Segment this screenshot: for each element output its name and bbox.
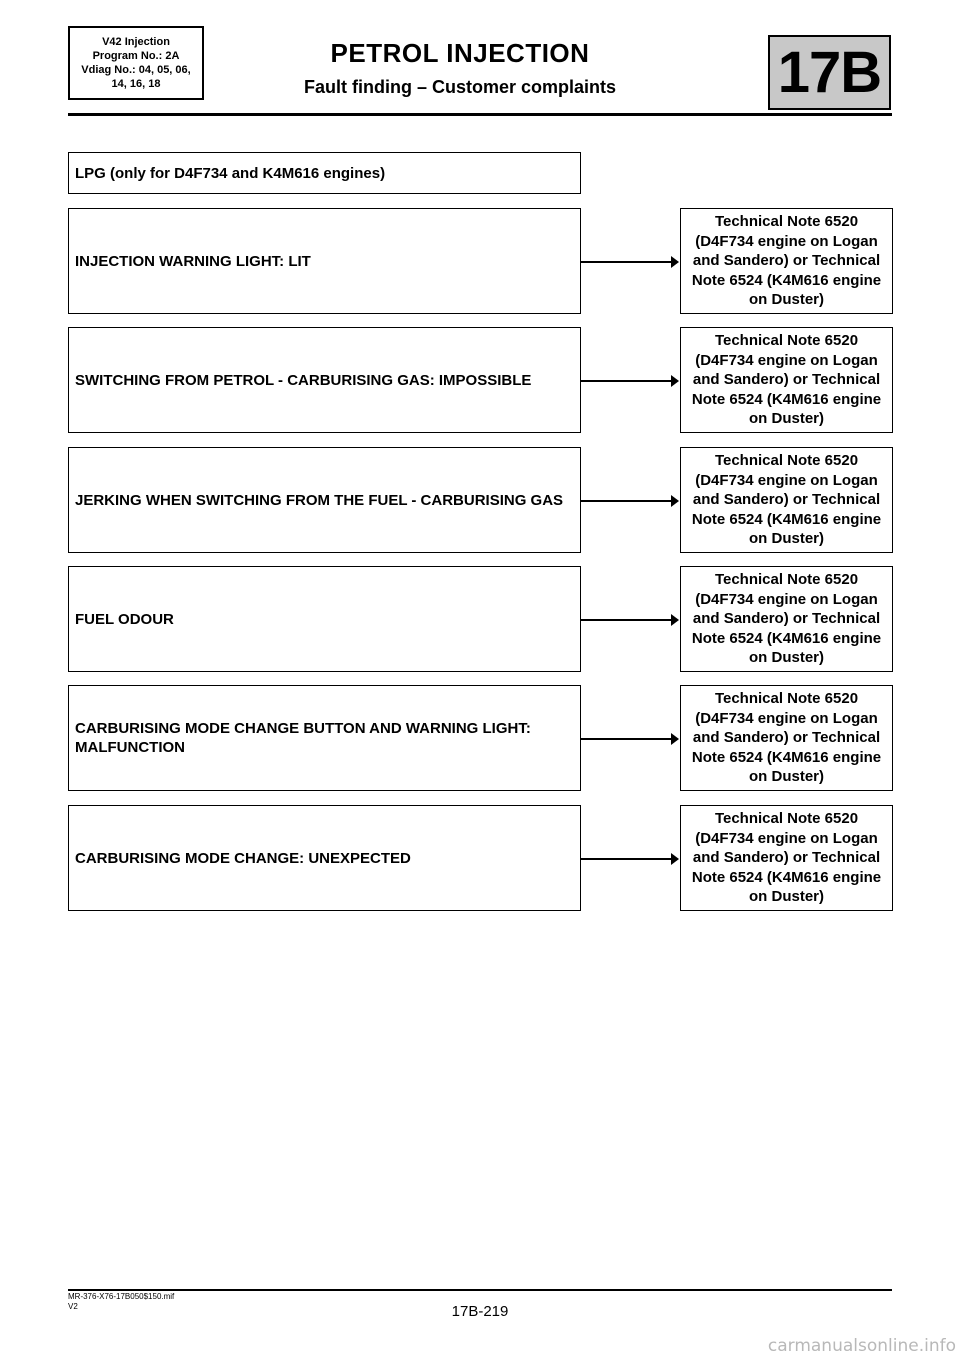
- fault-row: [68, 685, 893, 791]
- complaint-box: [68, 566, 581, 672]
- arrow-head-icon: [671, 733, 679, 745]
- doc-version: V2: [68, 1302, 78, 1311]
- complaint-label: CARBURISING MODE CHANGE: UNEXPECTED: [75, 849, 411, 867]
- page-title: PETROL INJECTION: [330, 38, 590, 68]
- arrow-line: [581, 858, 673, 860]
- technical-note-box: [680, 447, 893, 553]
- complaint-box: [68, 327, 581, 433]
- technical-note-label: Technical Note 6520 (D4F734 engine on Logan and Sandero) or Technical Note 6524 (K4M616 engine on Duster): [691, 571, 882, 667]
- technical-note-label: Technical Note 6520 (D4F734 engine on Logan and Sandero) or Technical Note 6524 (K4M616 engine on Duster): [691, 452, 882, 548]
- complaint-label: SWITCHING FROM PETROL - CARBURISING GAS: IMPOSSIBLE: [75, 371, 532, 389]
- page-subtitle: Fault finding – Customer complaints: [303, 77, 617, 97]
- technical-note-box: [680, 208, 893, 314]
- fault-row: [68, 805, 893, 911]
- arrow-head-icon: [671, 853, 679, 865]
- fault-row: [68, 208, 893, 314]
- info-line: 14, 16, 18: [111, 78, 161, 90]
- arrow-line: [581, 619, 673, 621]
- complaint-box: [68, 805, 581, 911]
- technical-note-box: [680, 685, 893, 791]
- header-divider: [68, 113, 892, 116]
- arrow-line: [581, 261, 673, 263]
- fault-row: [68, 447, 893, 553]
- page-number: 17B-219: [451, 1303, 509, 1320]
- info-line: V42 Injection: [102, 36, 170, 48]
- complaint-box: [68, 208, 581, 314]
- complaint-label: INJECTION WARNING LIGHT: LIT: [75, 252, 311, 270]
- vehicle-info-box: [68, 26, 204, 100]
- complaint-label: JERKING WHEN SWITCHING FROM THE FUEL - CARBURISING GAS: [75, 491, 564, 509]
- fault-row: [68, 327, 893, 433]
- doc-reference: [68, 1292, 174, 1312]
- technical-note-box: [680, 566, 893, 672]
- arrow-line: [581, 738, 673, 740]
- complaint-box: [68, 447, 581, 553]
- watermark: carmanualsonline.info: [767, 1336, 956, 1356]
- technical-note-label: Technical Note 6520 (D4F734 engine on Logan and Sandero) or Technical Note 6524 (K4M616 engine on Duster): [691, 332, 882, 428]
- info-line: Program No.: 2A: [92, 50, 180, 62]
- info-line: Vdiag No.: 04, 05, 06,: [81, 64, 191, 76]
- footer-divider: [68, 1289, 892, 1291]
- fault-row: [68, 566, 893, 672]
- arrow-head-icon: [671, 375, 679, 387]
- technical-note-label: Technical Note 6520 (D4F734 engine on Logan and Sandero) or Technical Note 6524 (K4M616 engine on Duster): [691, 213, 882, 309]
- arrow-line: [581, 380, 673, 382]
- doc-ref-file: MR-376-X76-17B050$150.mif: [68, 1292, 175, 1301]
- arrow-head-icon: [671, 495, 679, 507]
- section-code-badge: 17B: [768, 35, 891, 110]
- complaint-box: [68, 685, 581, 791]
- technical-note-label: Technical Note 6520 (D4F734 engine on Logan and Sandero) or Technical Note 6524 (K4M616 engine on Duster): [691, 810, 882, 906]
- arrow-head-icon: [671, 614, 679, 626]
- lpg-heading: LPG (only for D4F734 and K4M616 engines): [68, 152, 581, 194]
- complaint-label: CARBURISING MODE CHANGE BUTTON AND WARNING LIGHT: MALFUNCTION: [75, 720, 531, 756]
- technical-note-box: [680, 327, 893, 433]
- arrow-head-icon: [671, 256, 679, 268]
- arrow-line: [581, 500, 673, 502]
- technical-note-label: Technical Note 6520 (D4F734 engine on Logan and Sandero) or Technical Note 6524 (K4M616 engine on Duster): [691, 690, 882, 786]
- complaint-label: FUEL ODOUR: [75, 610, 174, 628]
- technical-note-box: [680, 805, 893, 911]
